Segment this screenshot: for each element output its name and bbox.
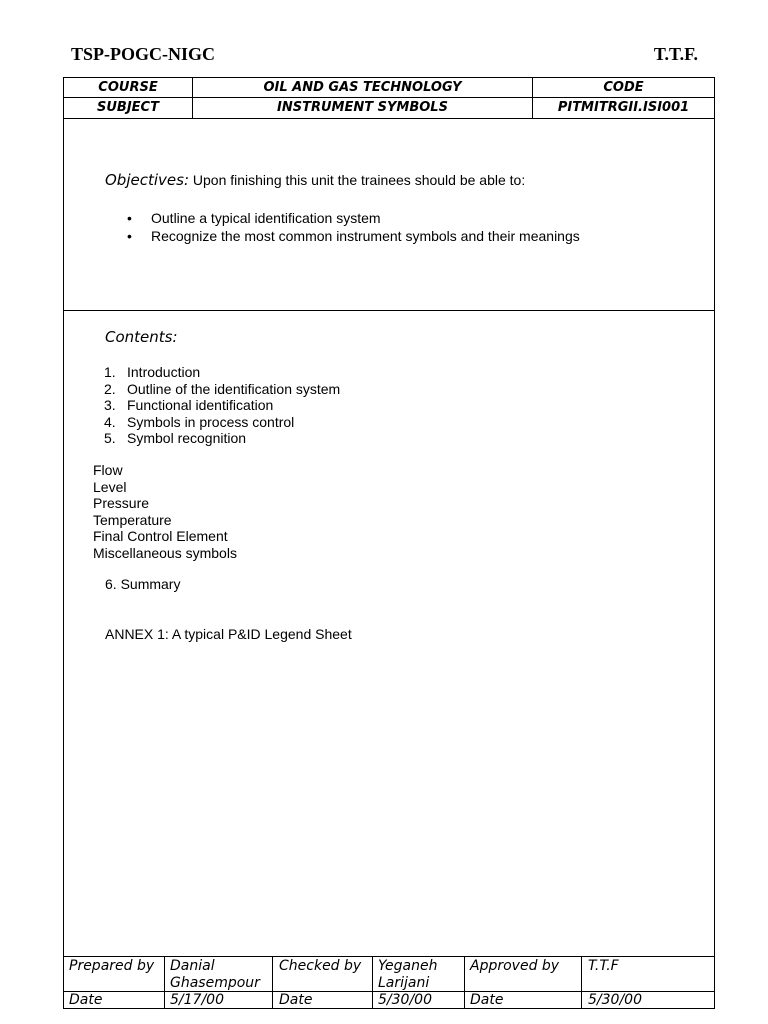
footer-top-line: [64, 956, 714, 957]
symbol-category: Flow: [93, 462, 123, 478]
checked-by-name-last: Larijani: [378, 975, 430, 991]
contents-item-number: 4.: [104, 413, 116, 430]
footer-col-divider: [464, 956, 465, 1008]
symbol-category: Final Control Element: [93, 528, 228, 544]
approved-by-value: T.T.F: [588, 958, 619, 974]
checked-date: 5/30/00: [378, 992, 432, 1008]
symbol-category: Level: [93, 478, 127, 495]
objective-item: • Recognize the most common instrument symbols and their meanings: [124, 227, 580, 245]
symbol-category: Miscellaneous symbols: [93, 544, 237, 561]
footer-col-divider: [272, 956, 273, 1008]
document-frame: [63, 77, 715, 1009]
approved-date: 5/30/00: [588, 992, 642, 1008]
contents-item-text: Outline of the identification system: [127, 380, 341, 397]
date-label: Date: [470, 992, 504, 1008]
symbol-category: Pressure: [93, 495, 150, 511]
objectives-intro: [105, 171, 525, 189]
course-label: COURSE: [98, 80, 158, 95]
contents-item-text: Functional identification: [127, 397, 274, 413]
contents-item: [104, 381, 340, 398]
title-row-divider: [64, 97, 714, 98]
contents-numbered-list: [104, 364, 340, 447]
date-label: Date: [279, 992, 313, 1008]
contents-item-number: 1.: [104, 364, 116, 380]
contents-item-number: 2.: [104, 380, 116, 397]
contents-summary: 6. Summary: [105, 576, 181, 592]
objectives-heading: Objectives:: [105, 171, 189, 189]
objective-item: • Outline a typical identification system: [124, 209, 580, 227]
footer-col-divider: [372, 956, 373, 1008]
section-divider: [64, 310, 714, 311]
prepared-by-name-last: Ghasempour: [170, 975, 260, 991]
header-right-org: T.T.F.: [653, 44, 698, 64]
symbol-category: Temperature: [93, 511, 172, 528]
footer-col-divider: [581, 956, 582, 1008]
date-label: Date: [69, 992, 103, 1008]
symbol-categories-list: [93, 462, 237, 561]
objectives-intro-text: Upon finishing this unit the trainees should be able to:: [189, 172, 526, 188]
subject-label: SUBJECT: [97, 100, 159, 115]
approved-by-label: Approved by: [470, 958, 560, 974]
header-left-org: TSP-POGC-NIGC: [71, 44, 215, 64]
contents-item: [104, 364, 340, 381]
code-value: PITMITRGII.ISI001: [557, 100, 690, 115]
prepared-by-label: Prepared by: [69, 958, 155, 974]
checked-by-label: Checked by: [279, 958, 362, 974]
contents-item: [104, 397, 340, 414]
subject-value: INSTRUMENT SYMBOLS: [277, 100, 448, 115]
objectives-list: [124, 209, 580, 245]
prepared-by-name-first: Danial: [170, 958, 215, 974]
code-label: CODE: [603, 80, 644, 95]
footer-col-divider: [164, 956, 165, 1008]
contents-item: [104, 414, 340, 431]
contents-item-text: Symbols in process control: [127, 413, 295, 430]
checked-by-name-first: Yeganeh: [378, 958, 438, 974]
prepared-date: 5/17/00: [170, 992, 224, 1008]
contents-item-number: 5.: [104, 430, 116, 446]
title-table-bottom-line: [64, 118, 714, 119]
contents-heading: Contents:: [105, 328, 178, 346]
contents-item: [104, 430, 340, 447]
course-value: OIL AND GAS TECHNOLOGY: [263, 80, 462, 95]
contents-annex: ANNEX 1: A typical P&ID Legend Sheet: [105, 626, 352, 642]
contents-item-text: Symbol recognition: [127, 430, 247, 446]
contents-item-text: Introduction: [127, 364, 201, 380]
contents-item-number: 3.: [104, 397, 116, 413]
